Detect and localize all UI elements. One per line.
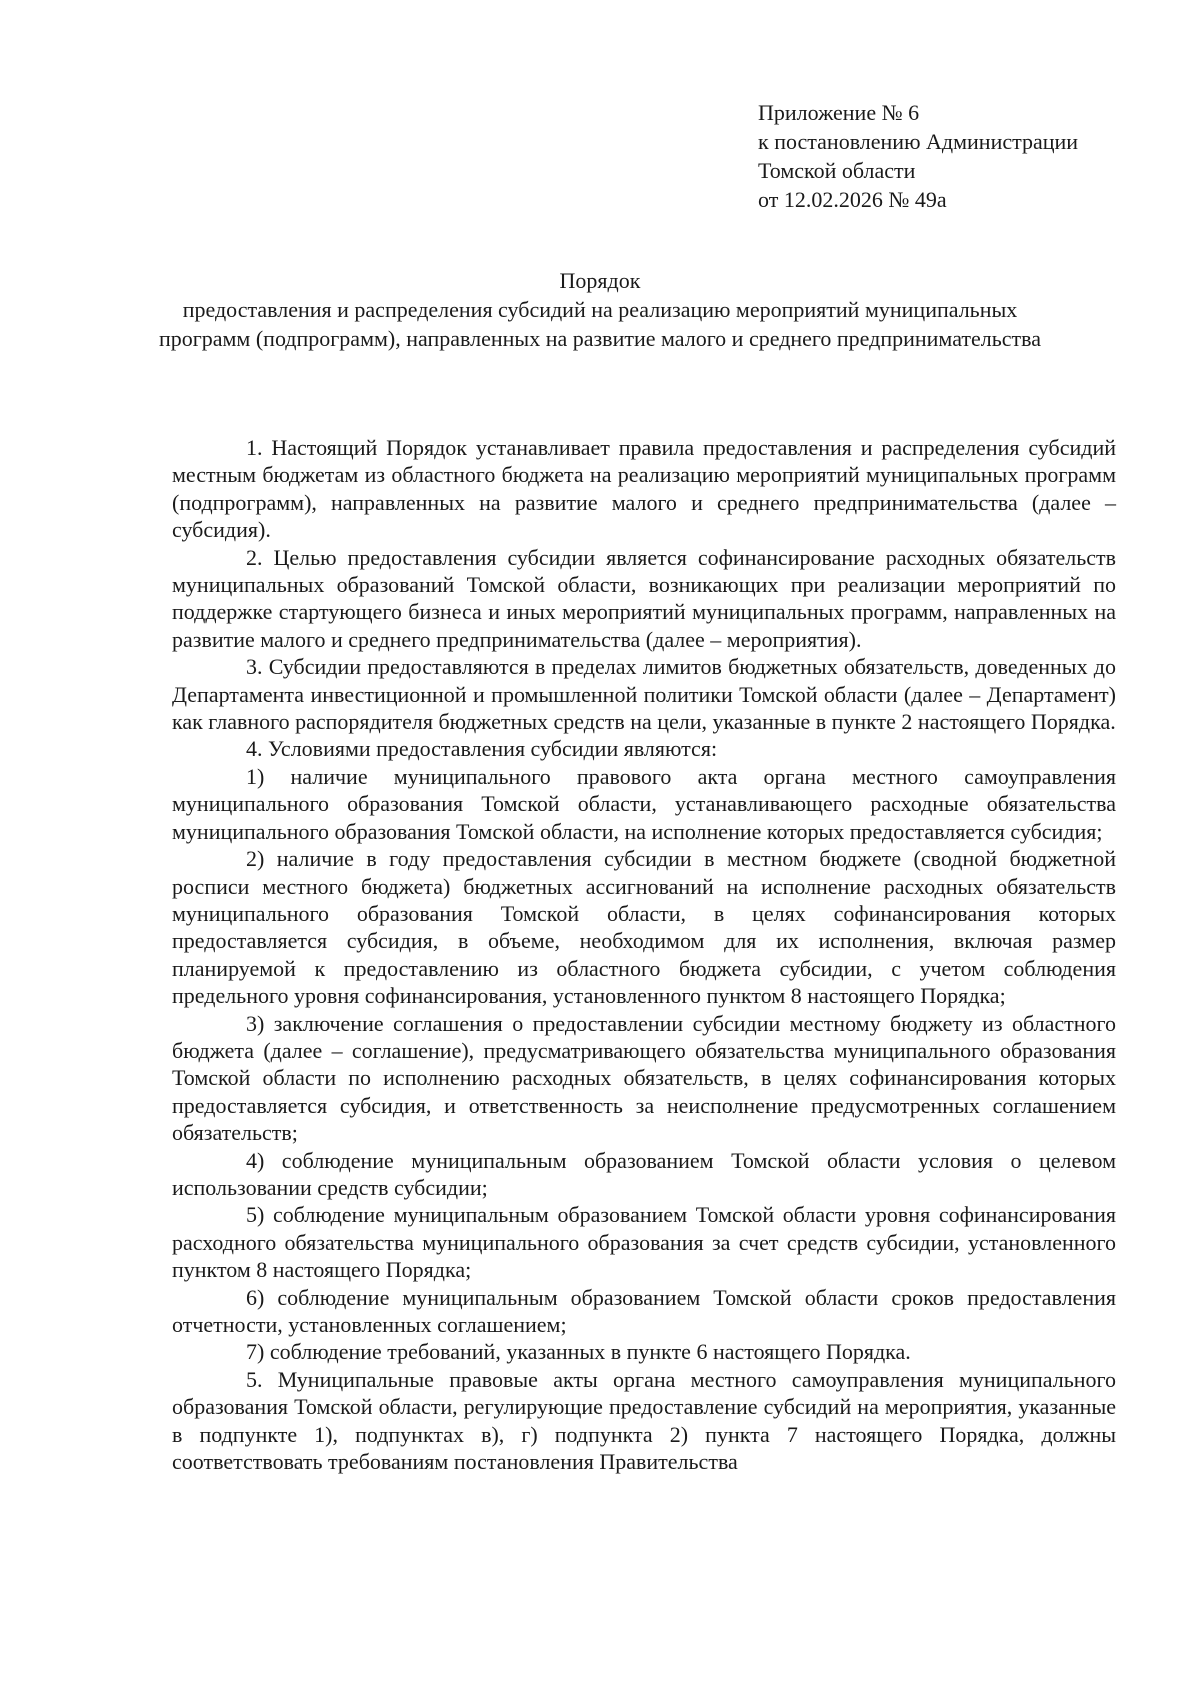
appendix-header	[758, 98, 1078, 214]
paragraph-5: 5. Муниципальные правовые акты органа местного самоуправления муниципального образования Томской области, регулирующие предоставление субсидий на мероприятия, указанные в подпункте 1), подпунктах в), г) подпункта 2) пункта 7 настоящего Порядка, должны соответствовать требованиям постановления Правительства	[172, 1366, 1116, 1475]
paragraph-4-item-2: 2) наличие в году предоставления субсидии в местном бюджете (сводной бюджетной росписи местного бюджета) бюджетных ассигнований на исполнение расходных обязательств муниципального образования Томской области, в целях софинансирования которых предоставляется субсидия, в объеме, необходимом для их исполнения, включая размер планируемой к предоставлению из областного бюджета субсидии, с учетом соблюдения предельного уровня софинансирования, установленного пунктом 8 настоящего Порядка;	[172, 846, 1116, 1009]
appendix-region: Томской области	[758, 158, 916, 183]
appendix-number: Приложение № 6	[758, 100, 920, 125]
paragraph-4-item-4: 4) соблюдение муниципальным образованием Томской области условия о целевом использовании средств субсидии;	[172, 1147, 1116, 1200]
paragraph-4-item-5: 5) соблюдение муниципальным образованием Томской области уровня софинансирования расходного обязательства муниципального образования за счет средств субсидии, установленного пунктом 8 настоящего Порядка;	[172, 1202, 1116, 1283]
paragraph-4-item-1: 1) наличие муниципального правового акта органа местного самоуправления муниципального образования Томской области, устанавливающего расходные обязательства муниципального образования Томской области, на исполнение которых предоставляется субсидия;	[172, 763, 1116, 844]
document-body	[172, 434, 1116, 1475]
paragraph-2: 2. Целью предоставления субсидии является софинансирование расходных обязательств муниципальных образований Томской области, возникающих при реализации мероприятий по поддержке стартующего бизнеса и иных мероприятий муниципальных программ, направленных на развитие малого и среднего предпринимательства (далее – мероприятия).	[172, 544, 1116, 652]
paragraph-4: 4. Условиями предоставления субсидии являются:	[246, 736, 718, 762]
appendix-date: от 12.02.2026 № 49а	[758, 187, 947, 212]
paragraph-4-item-6: 6) соблюдение муниципальным образованием Томской области сроков предоставления отчетности, установленных соглашением;	[172, 1284, 1116, 1337]
document-title	[150, 266, 1050, 353]
paragraph-1: 1. Настоящий Порядок устанавливает правила предоставления и распределения субсидий местным бюджетам из областного бюджета на реализацию мероприятий муниципальных программ (подпрограмм), направленных на развитие малого и среднего предпринимательства (далее – субсидия).	[172, 435, 1116, 543]
paragraph-3: 3. Субсидии предоставляются в пределах лимитов бюджетных обязательств, доведенных до Департамента инвестиционной и промышленной политики Томской области (далее – Департамент) как главного распорядителя бюджетных средств на цели, указанные в пункте 2 настоящего Порядка.	[172, 654, 1116, 735]
paragraph-4-item-3: 3) заключение соглашения о предоставлении субсидии местному бюджету из областного бюджета (далее – соглашение), предусматривающего обязательства муниципального образования Томской области по исполнению расходных обязательств, в целях софинансирования которых предоставляется субсидия, и ответственность за неисполнение предусмотренных соглашением обязательств;	[172, 1010, 1116, 1146]
appendix-reference: к постановлению Администрации	[758, 129, 1079, 154]
title-heading: Порядок	[559, 268, 641, 293]
title-subtitle: предоставления и распределения субсидий на реализацию мероприятий муниципальных программ (подпрограмм), направленных на развитие малого и среднего предпринимательства	[158, 297, 1042, 351]
paragraph-4-item-7: 7) соблюдение требований, указанных в пункте 6 настоящего Порядка.	[246, 1339, 911, 1365]
